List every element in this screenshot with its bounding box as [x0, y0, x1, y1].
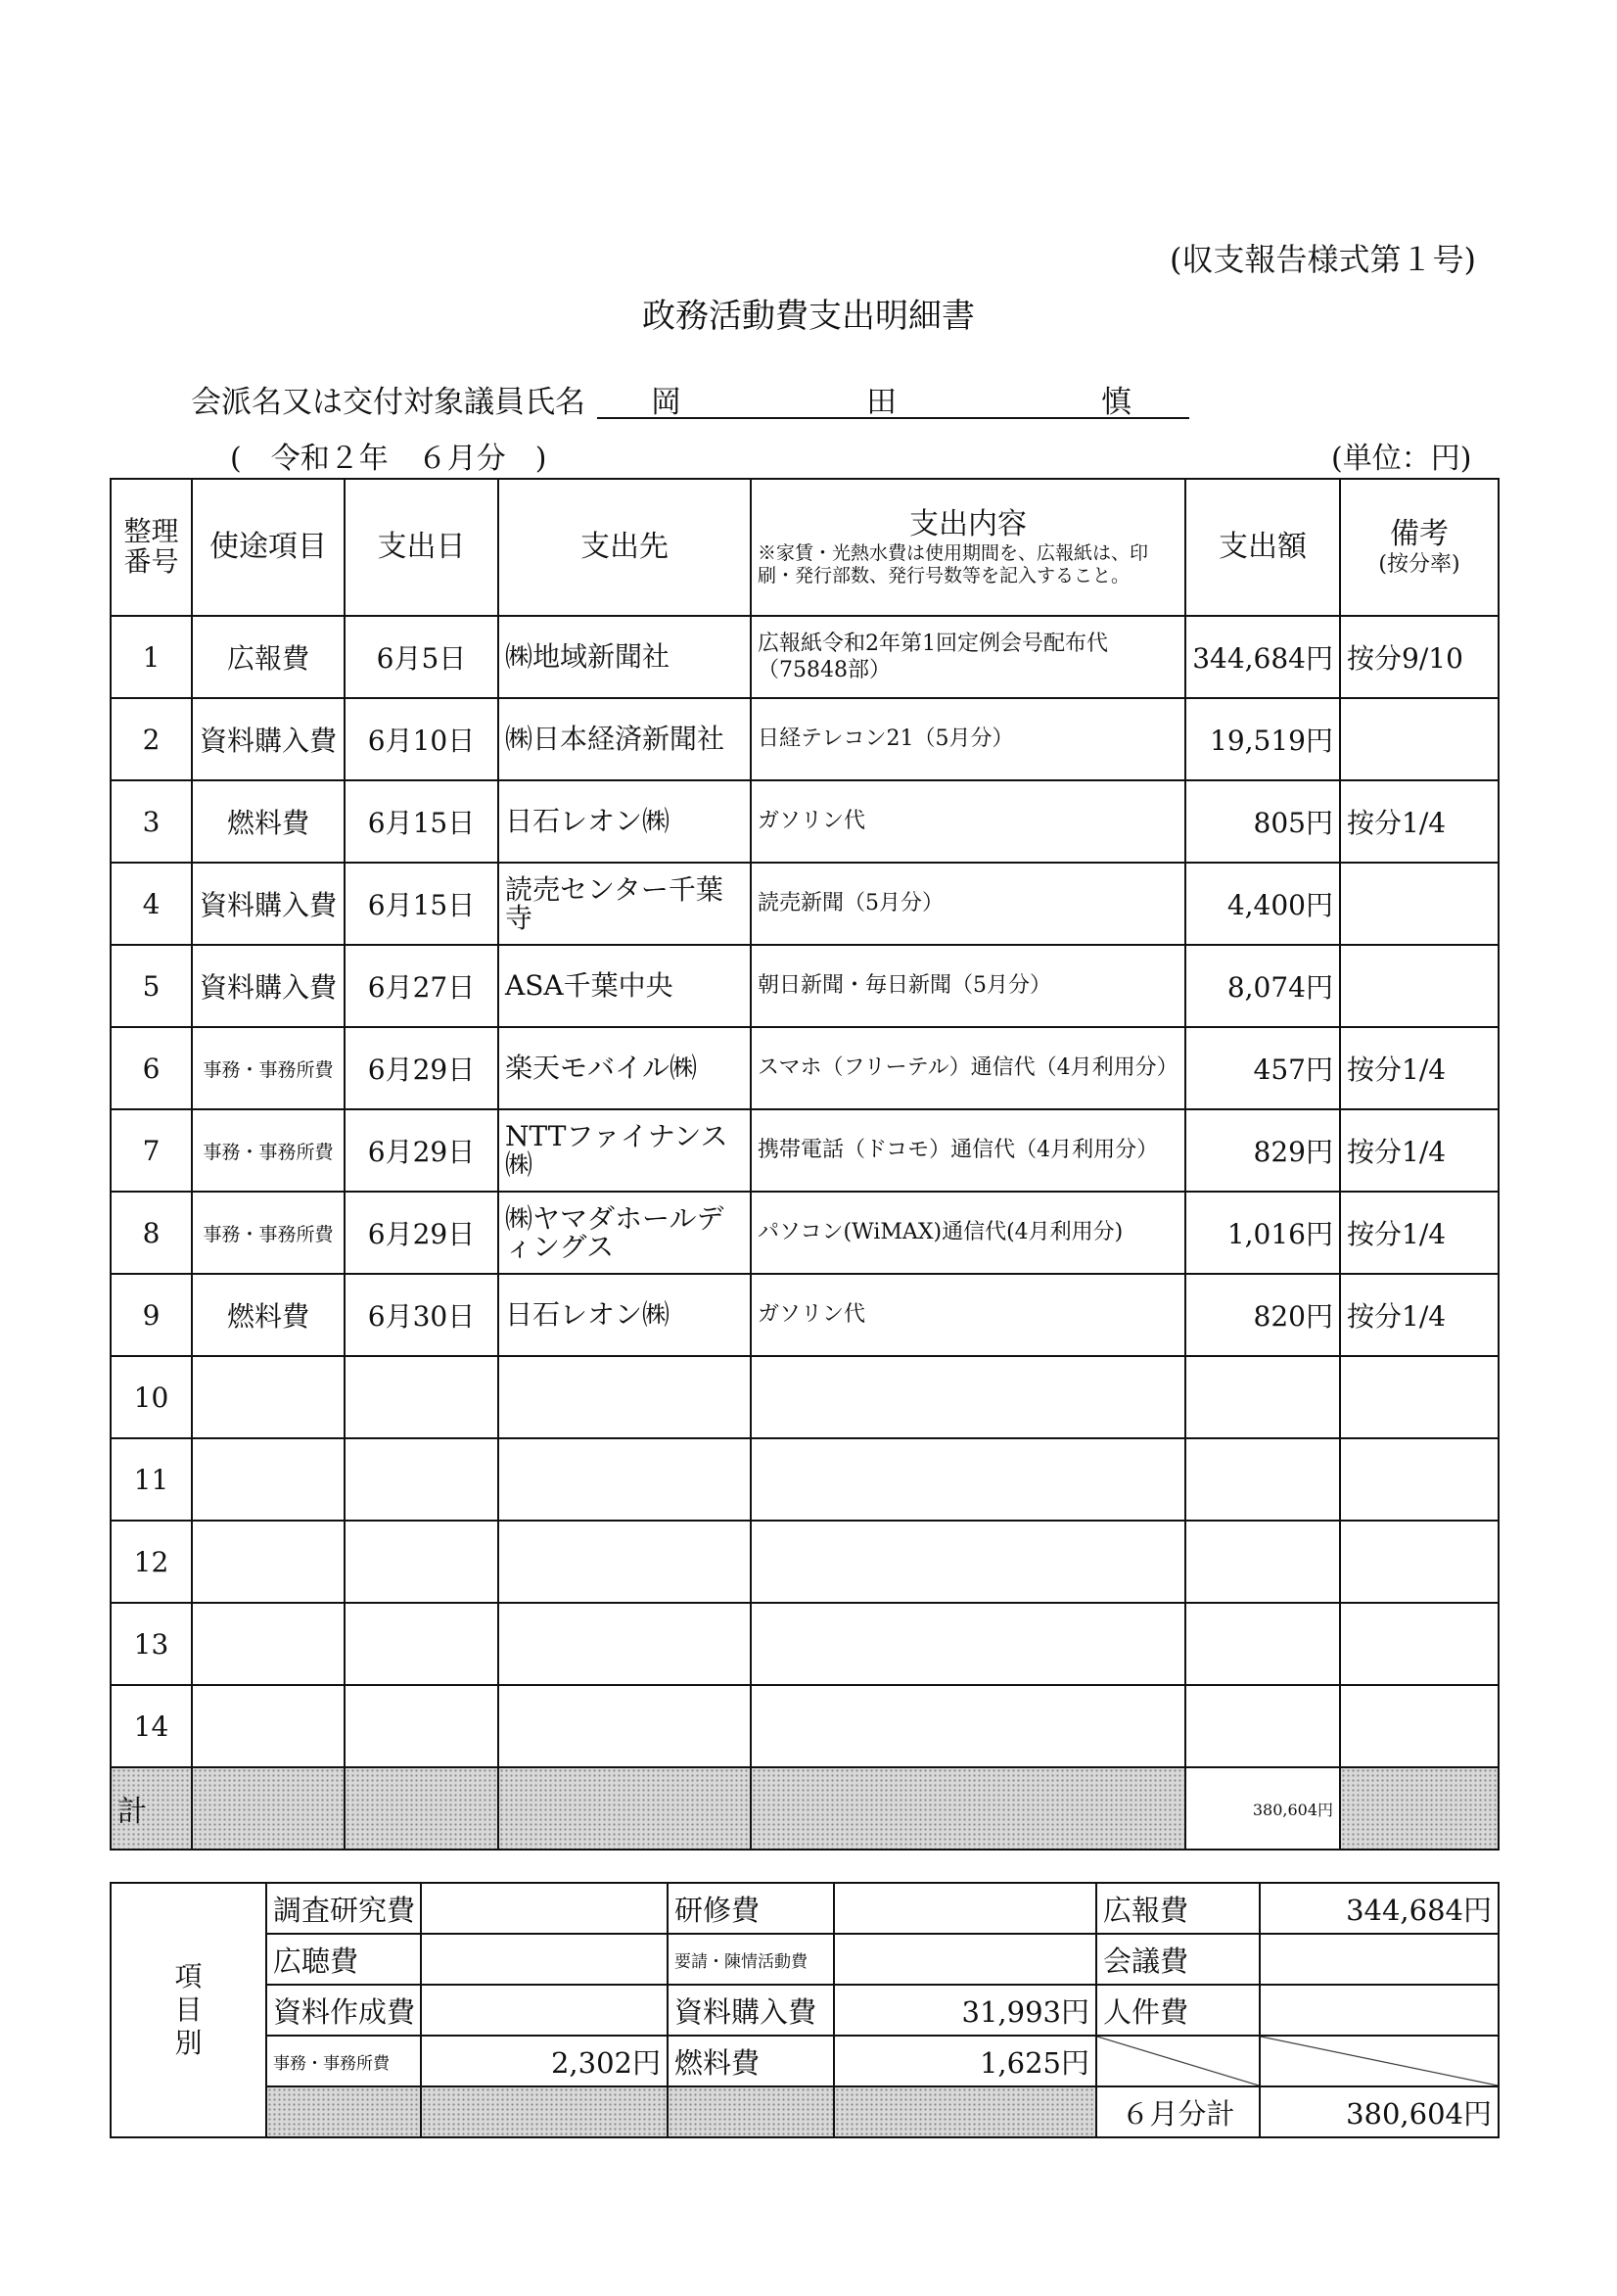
total-row	[111, 1767, 1499, 1850]
row-detail: スマホ（フリーテル）通信代（4月利用分）	[751, 1027, 1185, 1109]
row-category	[192, 1438, 345, 1521]
row-category: 資料購入費	[192, 698, 345, 780]
row-amount: 344,684円	[1185, 616, 1340, 698]
form-number: (収支報告様式第１号)	[1170, 241, 1476, 278]
row-number: 3	[111, 780, 192, 863]
row-detail: 広報紙令和2年第1回定例会号配布代（75848部）	[751, 616, 1185, 698]
currency-unit: (単位：円)	[1331, 442, 1472, 476]
row-date	[345, 1356, 498, 1438]
summary-kaigi-label: 会議費	[1096, 1934, 1260, 1985]
row-number: 10	[111, 1356, 192, 1438]
summary-kouhou-amount: 344,684円	[1260, 1883, 1499, 1934]
header-category: 使途項目	[192, 479, 345, 616]
row-category	[192, 1685, 345, 1767]
row-payee: ㈱日本経済新聞社	[498, 698, 751, 780]
row-payee: ASA千葉中央	[498, 945, 751, 1027]
header-detail-label: 支出内容	[909, 507, 1027, 542]
row-remarks	[1340, 1521, 1499, 1603]
summary-kenshu-label: 研修費	[668, 1883, 834, 1934]
row-date: 6月15日	[345, 863, 498, 945]
row-remarks: 按分1/4	[1340, 1274, 1499, 1356]
summary-month-total-amount: 380,604円	[1260, 2086, 1499, 2137]
summary-blank-cell	[1260, 2036, 1499, 2086]
row-remarks	[1340, 1685, 1499, 1767]
row-remarks: 按分9/10	[1340, 616, 1499, 698]
summary-nenryou-label: 燃料費	[668, 2036, 834, 2086]
row-category: 燃料費	[192, 780, 345, 863]
row-payee	[498, 1521, 751, 1603]
row-category: 広報費	[192, 616, 345, 698]
name-part-2: 田	[866, 385, 897, 420]
row-amount: 4,400円	[1185, 863, 1340, 945]
summary-side-label	[111, 1883, 266, 2137]
table-row	[111, 1521, 1499, 1603]
header-remarks-label: 備考	[1390, 516, 1449, 551]
row-date	[345, 1685, 498, 1767]
summary-jinken-amount	[1260, 1985, 1499, 2036]
summary-jinken-label: 人件費	[1096, 1985, 1260, 2036]
row-amount: 829円	[1185, 1109, 1340, 1192]
summary-jimu-amount: 2,302円	[421, 2036, 668, 2086]
row-number: 2	[111, 698, 192, 780]
row-amount	[1185, 1603, 1340, 1685]
row-payee	[498, 1438, 751, 1521]
row-detail: パソコン(WiMAX)通信代(4月利用分)	[751, 1192, 1185, 1274]
row-remarks	[1340, 698, 1499, 780]
row-remarks: 按分1/4	[1340, 1027, 1499, 1109]
row-remarks	[1340, 863, 1499, 945]
row-date: 6月15日	[345, 780, 498, 863]
row-remarks	[1340, 945, 1499, 1027]
header-detail	[751, 479, 1185, 616]
row-detail	[751, 1685, 1185, 1767]
table-row	[111, 1356, 1499, 1438]
summary-kaigi-amount	[1260, 1934, 1499, 1985]
row-number: 13	[111, 1603, 192, 1685]
row-category: 事務・事務所費	[192, 1109, 345, 1192]
table-header-row	[111, 479, 1499, 616]
expense-table	[110, 478, 1500, 1851]
summary-shiryou-kounyu-amount: 31,993円	[834, 1985, 1096, 2036]
row-number: 9	[111, 1274, 192, 1356]
summary-filler	[834, 2086, 1096, 2137]
row-payee: 日石レオン㈱	[498, 780, 751, 863]
summary-kouchou-amount	[421, 1934, 668, 1985]
summary-filler	[668, 2086, 834, 2137]
row-category	[192, 1521, 345, 1603]
row-number: 1	[111, 616, 192, 698]
summary-nenryou-amount: 1,625円	[834, 2036, 1096, 2086]
summary-filler	[266, 2086, 421, 2137]
name-part-3: 慎	[1101, 385, 1132, 420]
summary-filler	[421, 2086, 668, 2137]
row-number: 6	[111, 1027, 192, 1109]
category-summary-table	[110, 1882, 1500, 2138]
summary-chousa-label: 調査研究費	[266, 1883, 421, 1934]
document-title: 政務活動費支出明細書	[642, 297, 975, 336]
row-number: 7	[111, 1109, 192, 1192]
row-amount: 805円	[1185, 780, 1340, 863]
row-detail: 朝日新聞・毎日新聞（5月分）	[751, 945, 1185, 1027]
table-row	[111, 1192, 1499, 1274]
row-category: 燃料費	[192, 1274, 345, 1356]
row-payee: 読売センター千葉寺	[498, 863, 751, 945]
header-remarks-sub: (按分率)	[1378, 551, 1460, 577]
row-amount: 820円	[1185, 1274, 1340, 1356]
row-amount: 19,519円	[1185, 698, 1340, 780]
table-row	[111, 1274, 1499, 1356]
header-number: 整理番号	[111, 479, 192, 616]
table-row	[111, 863, 1499, 945]
header-remarks	[1340, 479, 1499, 616]
table-row	[111, 1027, 1499, 1109]
summary-chousa-amount	[421, 1883, 668, 1934]
row-amount	[1185, 1356, 1340, 1438]
total-filler	[192, 1767, 345, 1850]
summary-yousei-label: 要請・陳情活動費	[668, 1934, 834, 1985]
total-filler	[1340, 1767, 1499, 1850]
name-label: 会派名又は交付対象議員氏名	[191, 385, 585, 420]
row-number: 14	[111, 1685, 192, 1767]
row-payee	[498, 1603, 751, 1685]
row-date	[345, 1521, 498, 1603]
row-number: 5	[111, 945, 192, 1027]
row-amount	[1185, 1521, 1340, 1603]
row-remarks	[1340, 1438, 1499, 1521]
row-payee: NTTファイナンス㈱	[498, 1109, 751, 1192]
row-payee: 日石レオン㈱	[498, 1274, 751, 1356]
row-date: 6月29日	[345, 1192, 498, 1274]
row-date	[345, 1603, 498, 1685]
row-category	[192, 1356, 345, 1438]
summary-side-label-text: 項目別	[174, 1960, 203, 2059]
total-filler	[498, 1767, 751, 1850]
row-detail	[751, 1356, 1185, 1438]
row-detail: ガソリン代	[751, 780, 1185, 863]
total-amount: 380,604円	[1185, 1767, 1340, 1850]
row-number: 8	[111, 1192, 192, 1274]
row-payee	[498, 1685, 751, 1767]
row-category: 事務・事務所費	[192, 1192, 345, 1274]
table-row	[111, 616, 1499, 698]
row-detail	[751, 1603, 1185, 1685]
row-category: 事務・事務所費	[192, 1027, 345, 1109]
summary-kouchou-label: 広聴費	[266, 1934, 421, 1985]
row-number: 11	[111, 1438, 192, 1521]
header-payee: 支出先	[498, 479, 751, 616]
summary-yousei-amount	[834, 1934, 1096, 1985]
total-label: 計	[111, 1767, 192, 1850]
header-detail-note: ※家賃・光熱水費は使用期間を、広報紙は、印刷・発行部数、発行号数等を記入すること。	[758, 542, 1149, 586]
row-category: 資料購入費	[192, 863, 345, 945]
table-row	[111, 945, 1499, 1027]
summary-blank-cell	[1096, 2036, 1260, 2086]
row-detail	[751, 1438, 1185, 1521]
row-remarks: 按分1/4	[1340, 780, 1499, 863]
summary-jimu-label: 事務・事務所費	[266, 2036, 421, 2086]
row-amount: 457円	[1185, 1027, 1340, 1109]
row-detail	[751, 1521, 1185, 1603]
row-remarks: 按分1/4	[1340, 1192, 1499, 1274]
summary-month-total-label: ６月分計	[1096, 2086, 1260, 2137]
row-amount	[1185, 1438, 1340, 1521]
row-date	[345, 1438, 498, 1521]
row-date: 6月27日	[345, 945, 498, 1027]
header-amount: 支出額	[1185, 479, 1340, 616]
table-row	[111, 1603, 1499, 1685]
row-detail: 携帯電話（ドコモ）通信代（4月利用分）	[751, 1109, 1185, 1192]
row-payee: ㈱地域新聞社	[498, 616, 751, 698]
row-amount	[1185, 1685, 1340, 1767]
row-category: 資料購入費	[192, 945, 345, 1027]
table-row	[111, 1685, 1499, 1767]
summary-shiryou-sakusei-amount	[421, 1985, 668, 2036]
row-payee	[498, 1356, 751, 1438]
reporting-period: ( 令和２年 ６月分 )	[230, 442, 547, 476]
table-row	[111, 1109, 1499, 1192]
row-payee: 楽天モバイル㈱	[498, 1027, 751, 1109]
header-date: 支出日	[345, 479, 498, 616]
row-date: 6月5日	[345, 616, 498, 698]
row-remarks	[1340, 1603, 1499, 1685]
row-detail: ガソリン代	[751, 1274, 1185, 1356]
row-date: 6月30日	[345, 1274, 498, 1356]
row-date: 6月10日	[345, 698, 498, 780]
row-date: 6月29日	[345, 1027, 498, 1109]
total-filler	[751, 1767, 1185, 1850]
row-detail: 読売新聞（5月分）	[751, 863, 1185, 945]
table-row	[111, 1438, 1499, 1521]
row-detail: 日経テレコン21（5月分）	[751, 698, 1185, 780]
summary-shiryou-sakusei-label: 資料作成費	[266, 1985, 421, 2036]
row-category	[192, 1603, 345, 1685]
row-number: 12	[111, 1521, 192, 1603]
total-filler	[345, 1767, 498, 1850]
name-part-1: 岡	[651, 385, 681, 420]
row-date: 6月29日	[345, 1109, 498, 1192]
summary-kouhou-label: 広報費	[1096, 1883, 1260, 1934]
row-remarks: 按分1/4	[1340, 1109, 1499, 1192]
table-row	[111, 780, 1499, 863]
row-payee: ㈱ヤマダホールディングス	[498, 1192, 751, 1274]
row-amount: 8,074円	[1185, 945, 1340, 1027]
row-amount: 1,016円	[1185, 1192, 1340, 1274]
row-remarks	[1340, 1356, 1499, 1438]
summary-shiryou-kounyu-label: 資料購入費	[668, 1985, 834, 2036]
row-number: 4	[111, 863, 192, 945]
table-row	[111, 698, 1499, 780]
summary-kenshu-amount	[834, 1883, 1096, 1934]
